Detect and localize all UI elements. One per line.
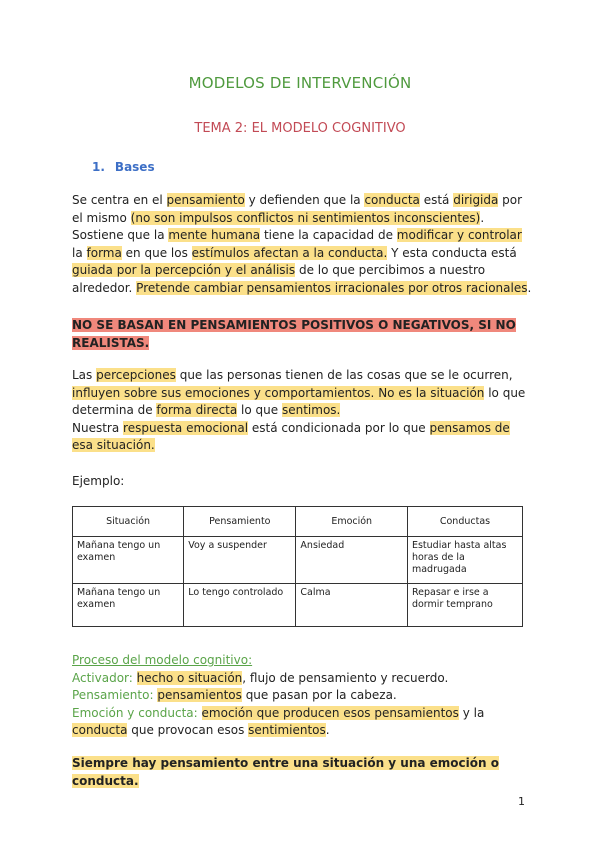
highlight: modificar y controlar [396, 228, 522, 242]
highlight: sentimientos [248, 723, 326, 737]
text-run: de lo que percibimos a nuestro alrededor. [72, 263, 486, 295]
process-heading [72, 652, 532, 670]
highlight: guiada por la percepción y el análisis [72, 263, 296, 277]
highlight: conducta [364, 193, 420, 207]
highlight: forma directa [156, 403, 238, 417]
table-row [73, 584, 523, 627]
highlight: respuesta emocional [123, 420, 249, 435]
table-header-row [73, 507, 523, 537]
highlight: (no son impulsos conflictos ni sentimientos inconscientes) [130, 210, 481, 225]
text-run: Se centra en el [72, 193, 167, 207]
process-heading-text: Proceso del modelo cognitivo: [72, 653, 253, 667]
table-header: Conductas [407, 507, 522, 537]
highlight: estímulos afectan a la conducta. [191, 245, 388, 260]
highlight: influyen sobre sus emociones y comportamientos. No es la situación [72, 385, 485, 400]
text-run: , flujo de pensamiento y recuerdo. [242, 670, 449, 685]
highlight: Siempre hay pensamiento entre una situación y una emoción o conducta. [72, 756, 499, 788]
table-header: Emoción [296, 507, 408, 537]
table-cell: Mañana tengo un examen [73, 584, 184, 627]
table-cell: Calma [296, 584, 408, 627]
section-number: 1. [92, 160, 105, 174]
highlight: Pretende cambiar pensamientos irracionales por otros racionales [136, 280, 528, 295]
paragraph-conclusion [72, 755, 532, 790]
red-highlight: NO SE BASAN EN PENSAMIENTOS POSITIVOS O NEGATIVOS, SI NO REALISTAS. [72, 318, 516, 350]
highlight: pensamientos [157, 688, 242, 702]
text-run: que provocan esos [127, 723, 249, 737]
table-cell: Voy a suspender [184, 537, 296, 584]
paragraph-warning [72, 317, 532, 352]
highlight: conducta [72, 723, 128, 737]
highlight: emoción que producen esos pensamientos [201, 705, 459, 720]
text-run: y defienden que la [244, 193, 365, 207]
document-subtitle: TEMA 2: EL MODELO COGNITIVO [194, 121, 406, 136]
text-run: por el mismo [72, 193, 523, 225]
highlight: mente humana [168, 228, 261, 242]
example-label: Ejemplo: [72, 474, 125, 488]
highlight: forma [86, 245, 122, 260]
text-run: la [72, 245, 87, 260]
page-number: 1 [518, 795, 525, 808]
table-cell: Mañana tengo un examen [73, 537, 184, 584]
text-run: lo que determina de [72, 385, 526, 417]
highlight: hecho o situación [136, 670, 243, 685]
text-run: está [419, 193, 454, 207]
text-run: que pasan por la cabeza. [241, 688, 397, 702]
label: Emoción y conducta: [72, 705, 198, 720]
label: Activador: [72, 670, 133, 685]
text-run: en que los [121, 245, 192, 260]
text-run: está condicionada por lo que [248, 420, 430, 435]
example-table [72, 506, 523, 627]
highlight: percepciones [96, 368, 176, 382]
text-run: . Sostiene que la [72, 210, 485, 242]
table-header: Situación [73, 507, 184, 537]
highlight: pensamiento [166, 193, 245, 207]
text-run: Nuestra [72, 420, 124, 435]
text-run: que las personas tienen de las cosas que se le ocurren, [175, 368, 513, 382]
document-title: MODELOS DE INTERVENCIÓN [188, 74, 412, 92]
text-run: Y esta conducta está [387, 245, 517, 260]
paragraph-process [72, 652, 532, 740]
table-cell: Ansiedad [296, 537, 408, 584]
paragraph-intro [72, 192, 532, 297]
table-cell: Lo tengo controlado [184, 584, 296, 627]
process-line-activator [72, 670, 532, 688]
text-run: tiene la capacidad de [260, 228, 397, 242]
text-run: . [527, 280, 532, 295]
table-row [73, 537, 523, 584]
highlight: sentimos. [281, 403, 341, 417]
table-cell: Estudiar hasta altas horas de la madrugada [407, 537, 522, 584]
text-run: Las [72, 368, 97, 382]
section-label: Bases [114, 160, 155, 174]
text-run: y la [458, 705, 485, 720]
table-cell: Repasar e irse a dormir temprano [407, 584, 522, 627]
paragraph-perceptions [72, 367, 532, 455]
table-header: Pensamiento [184, 507, 296, 537]
highlight: dirigida [453, 193, 499, 207]
highlight: pensamos de esa situación. [72, 420, 510, 452]
label: Pensamiento: [72, 688, 154, 702]
process-line-emotion [72, 705, 532, 740]
process-line-thought [72, 687, 532, 705]
text-run: . [325, 723, 330, 737]
section-heading [92, 160, 155, 174]
text-run: lo que [237, 403, 282, 417]
